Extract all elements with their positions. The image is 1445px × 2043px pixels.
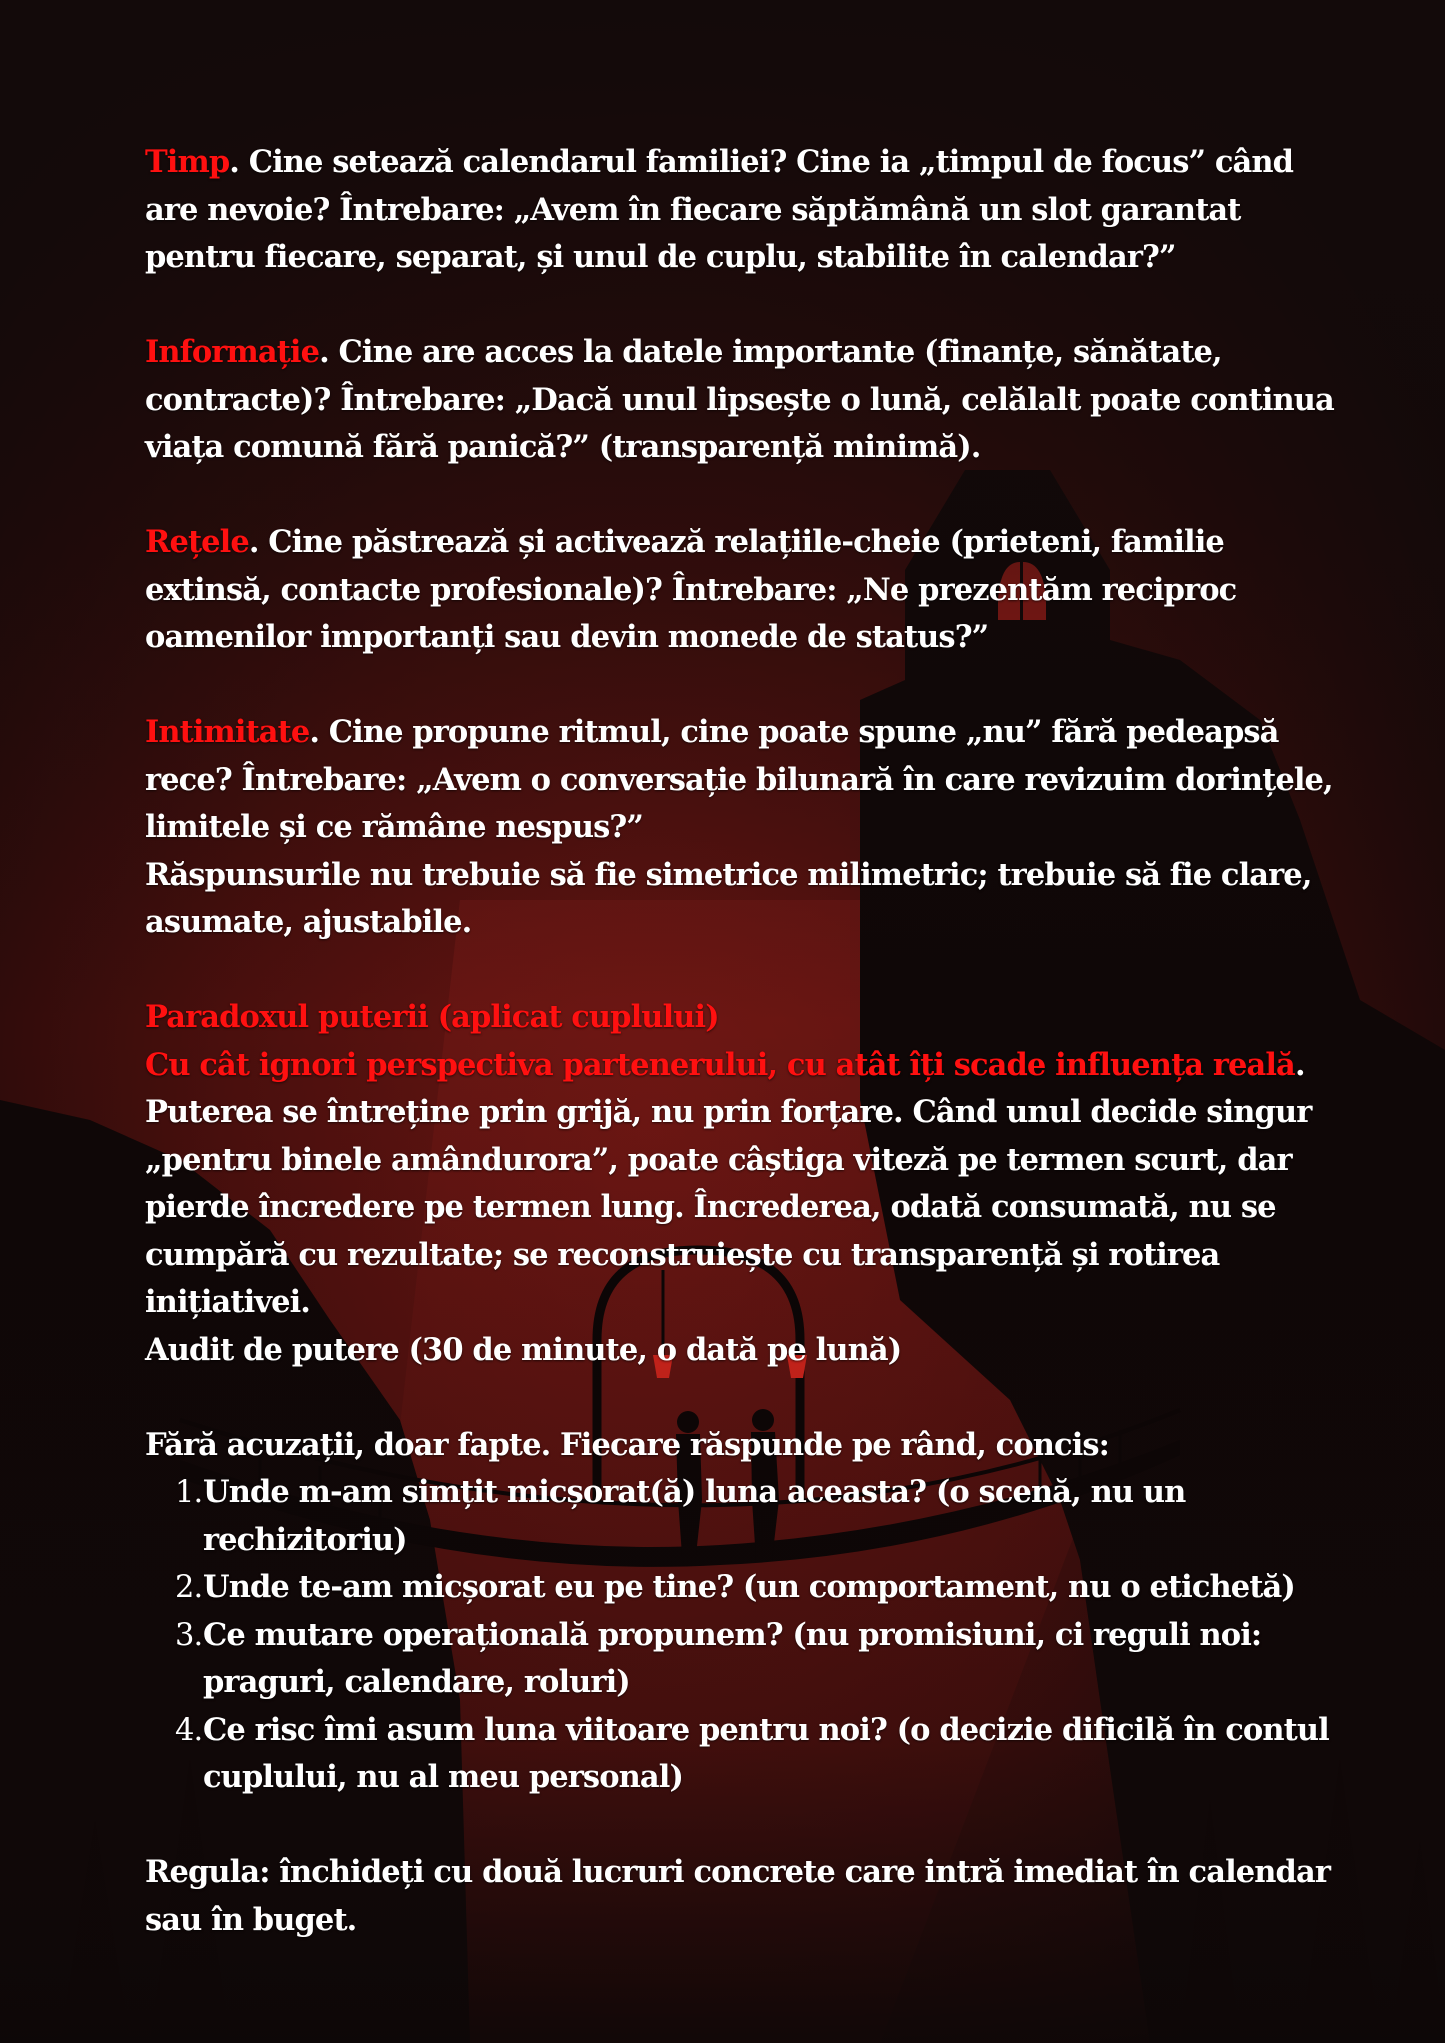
audit-item (145, 1612, 1345, 1707)
answers-note: Răspunsurile nu trebuie să fie simetrice milimetric; trebuie să fie clare, asumate, ajustabile. (145, 856, 1312, 940)
document-body (145, 139, 1345, 1944)
audit-title: Audit de putere (30 de minute, o dată pe lună) (145, 1331, 902, 1368)
section-label: Intimitate (145, 714, 310, 750)
paradox-paragraph (145, 1042, 1345, 1327)
item-number: 1. (175, 1475, 203, 1510)
paradox-heading: Paradoxul puterii (aplicat cuplului) (145, 999, 719, 1035)
closing-rule: Regula: închideți cu două lucruri concrete care intră imediat în calendar sau în buget. (145, 1854, 1330, 1938)
audit-intro: Fără acuzații, doar fapte. Fiecare răspunde pe rând, concis: (145, 1426, 1110, 1463)
section-retele (145, 519, 1345, 662)
section-text: . Cine păstrează și activează relațiile-cheie (prieteni, familie extinsă, contacte profesionale)? Întrebare: „Ne prezentăm reciproc oamenilor importanți sau devin monede de status?” (145, 524, 1237, 655)
section-text: . Cine setează calendarul familiei? Cine ia „timpul de focus” când are nevoie? Întrebare: „Avem în fiecare săptămână un slot garantat pentru fiecare, separat, și unul de cuplu, stabilite în calendar?” (145, 144, 1294, 275)
audit-list (145, 1469, 1345, 1802)
audit-item (145, 1469, 1345, 1564)
section-label: Timp (145, 144, 230, 180)
section-intimitate (145, 709, 1345, 852)
item-number: 2. (175, 1570, 203, 1605)
audit-item (145, 1564, 1345, 1612)
section-timp (145, 139, 1345, 282)
paradox-highlight-end: . (1294, 1046, 1305, 1083)
section-text: . Cine propune ritmul, cine poate spune „nu” fără pedeapsă rece? Întrebare: „Avem o conversație bilunară în care revizuim dorințele, limitele și ce rămâne nespus?” (145, 714, 1333, 845)
section-informatie (145, 329, 1345, 472)
paradox-body: Puterea se întreține prin grijă, nu prin forțare. Când unul decide singur „pentru binele amândurora”, poate câștiga viteză pe termen scurt, dar pierde încredere pe termen lung. Încrederea, odată consumată, nu se cumpără cu rezultate; se reconstruiește cu transparență și rotirea inițiativei. (145, 1094, 1312, 1320)
item-text: Unde m-am simțit micșorat(ă) luna aceasta? (o scenă, nu un rechizitoriu) (203, 1474, 1186, 1558)
section-label: Rețele (145, 524, 249, 560)
item-number: 3. (175, 1617, 203, 1653)
item-text: Ce risc îmi asum luna viitoare pentru noi? (o decizie dificilă în contul cuplului, nu al meu personal) (203, 1711, 1329, 1795)
item-number: 4. (175, 1712, 203, 1748)
section-label: Informație (145, 334, 320, 370)
audit-item (145, 1707, 1345, 1802)
item-text: Ce mutare operațională propunem? (nu promisiuni, ci reguli noi: praguri, calendare, roluri) (203, 1616, 1262, 1700)
item-text: Unde te-am micșorat eu pe tine? (un comportament, nu o etichetă) (203, 1569, 1295, 1605)
section-text: . Cine are acces la datele importante (finanțe, sănătate, contracte)? Întrebare: „Dacă unul lipsește o lună, celălalt poate continua viața comună fără panică?” (transparență minimă). (145, 334, 1334, 465)
paradox-highlight: Cu cât ignori perspectiva partenerului, cu atât îți scade influența reală (145, 1046, 1295, 1083)
